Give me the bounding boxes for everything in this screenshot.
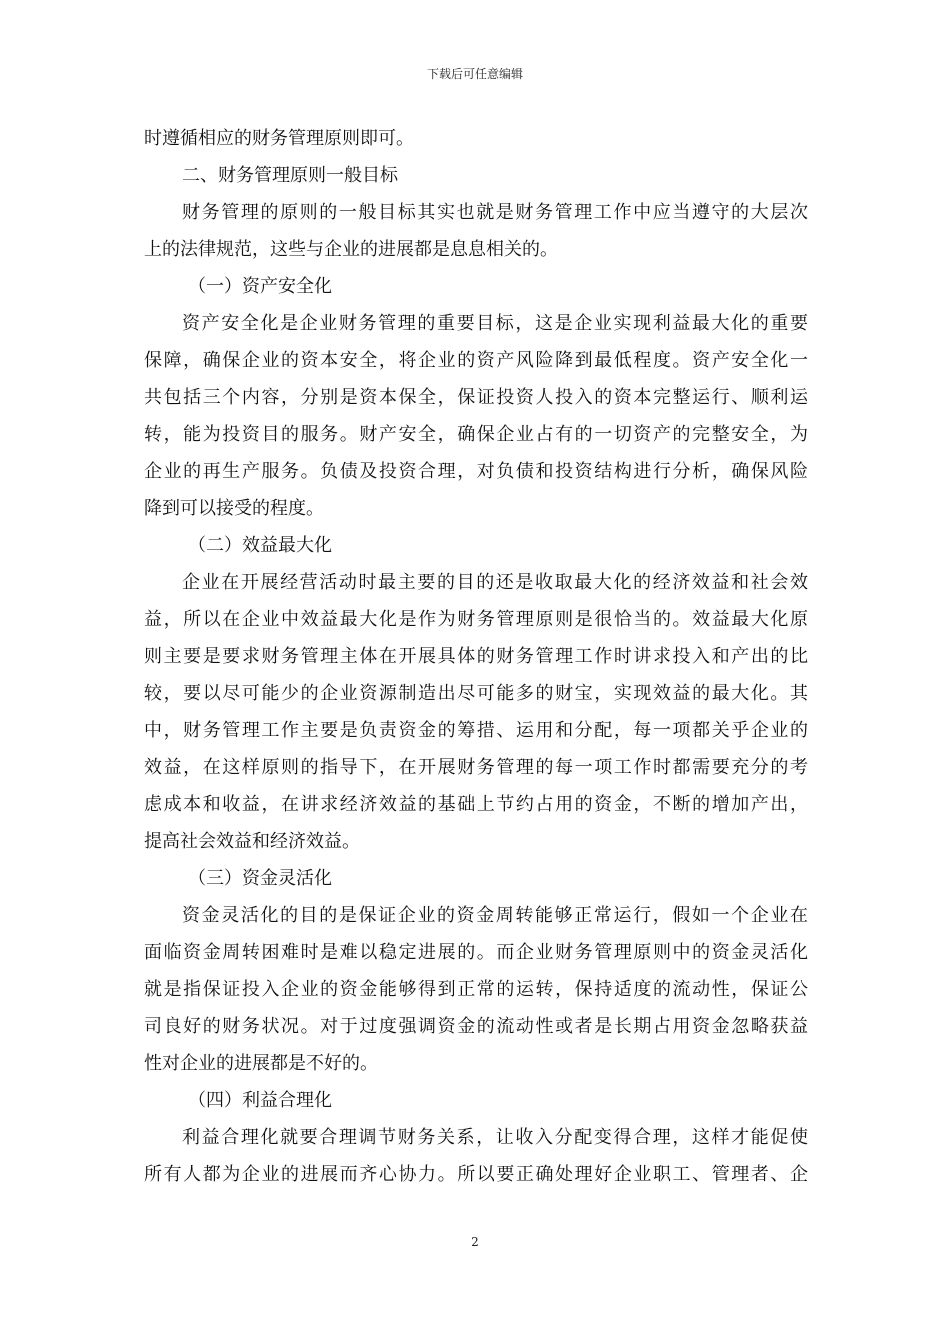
page-number: 2 — [471, 1235, 479, 1249]
paragraph-line: 性对企业的进展都是不好的。 — [144, 1053, 378, 1074]
paragraph-line: 利益合理化就要合理调节财务关系，让收入分配变得合理，这样才能促使 — [182, 1127, 808, 1148]
paragraph-line: 司良好的财务状况。对于过度强调资金的流动性或者是长期占用资金忽略获益 — [144, 1016, 808, 1037]
paragraph-line: 财务管理的原则的一般目标其实也就是财务管理工作中应当遵守的大层次 — [182, 202, 808, 223]
subsection-heading: （四）利益合理化 — [188, 1090, 332, 1111]
paragraph-line: 共包括三个内容，分别是资本保全，保证投资人投入的资本完整运行、顺利运 — [144, 387, 808, 408]
paragraph-line: 中，财务管理工作主要是负责资金的筹措、运用和分配，每一项都关乎企业的 — [144, 720, 808, 741]
paragraph-line: 虑成本和收益，在讲求经济效益的基础上节约占用的资金，不断的增加产出， — [144, 794, 808, 815]
paragraph-line: 较，要以尽可能少的企业资源制造出尽可能多的财宝，实现效益的最大化。其 — [144, 683, 808, 704]
section-heading: 二、财务管理原则一般目标 — [182, 165, 398, 186]
subsection-heading: （二）效益最大化 — [188, 535, 332, 556]
paragraph-line: 保障，确保企业的资本安全，将企业的资产风险降到最低程度。资产安全化一 — [144, 350, 808, 371]
page-header: 下载后可任意编辑 — [426, 67, 523, 81]
subsection-heading: （一）资产安全化 — [188, 276, 332, 297]
paragraph-line: 资金灵活化的目的是保证企业的资金周转能够正常运行，假如一个企业在 — [182, 905, 808, 926]
paragraph-line: 企业在开展经营活动时最主要的目的还是收取最大化的经济效益和社会效 — [182, 572, 808, 593]
paragraph-line: 企业的再生产服务。负债及投资合理，对负债和投资结构进行分析，确保风险 — [144, 461, 808, 482]
paragraph-line: 上的法律规范，这些与企业的进展都是息息相关的。 — [144, 239, 558, 260]
paragraph-line: 效益，在这样原则的指导下，在开展财务管理的每一项工作时都需要充分的考 — [144, 757, 808, 778]
paragraph-line: 所有人都为企业的进展而齐心协力。所以要正确处理好企业职工、管理者、企 — [144, 1164, 808, 1185]
paragraph-line: 益，所以在企业中效益最大化是作为财务管理原则是很恰当的。效益最大化原 — [144, 609, 808, 630]
paragraph-line: 面临资金周转困难时是难以稳定进展的。而企业财务管理原则中的资金灵活化 — [144, 942, 808, 963]
document-body — [144, 120, 808, 1193]
paragraph-continuation-line: 时遵循相应的财务管理原则即可。 — [144, 128, 414, 149]
paragraph-line: 提高社会效益和经济效益。 — [144, 831, 360, 852]
paragraph-line: 则主要是要求财务管理主体在开展具体的财务管理工作时讲求投入和产出的比 — [144, 646, 808, 667]
paragraph-line: 资产安全化是企业财务管理的重要目标，这是企业实现利益最大化的重要 — [182, 313, 808, 334]
paragraph-line: 降到可以接受的程度。 — [144, 498, 324, 519]
paragraph-line: 转，能为投资目的服务。财产安全，确保企业占有的一切资产的完整安全，为 — [144, 424, 808, 445]
paragraph-line: 就是指保证投入企业的资金能够得到正常的运转，保持适度的流动性，保证公 — [144, 979, 808, 1000]
subsection-heading: （三）资金灵活化 — [188, 868, 332, 889]
